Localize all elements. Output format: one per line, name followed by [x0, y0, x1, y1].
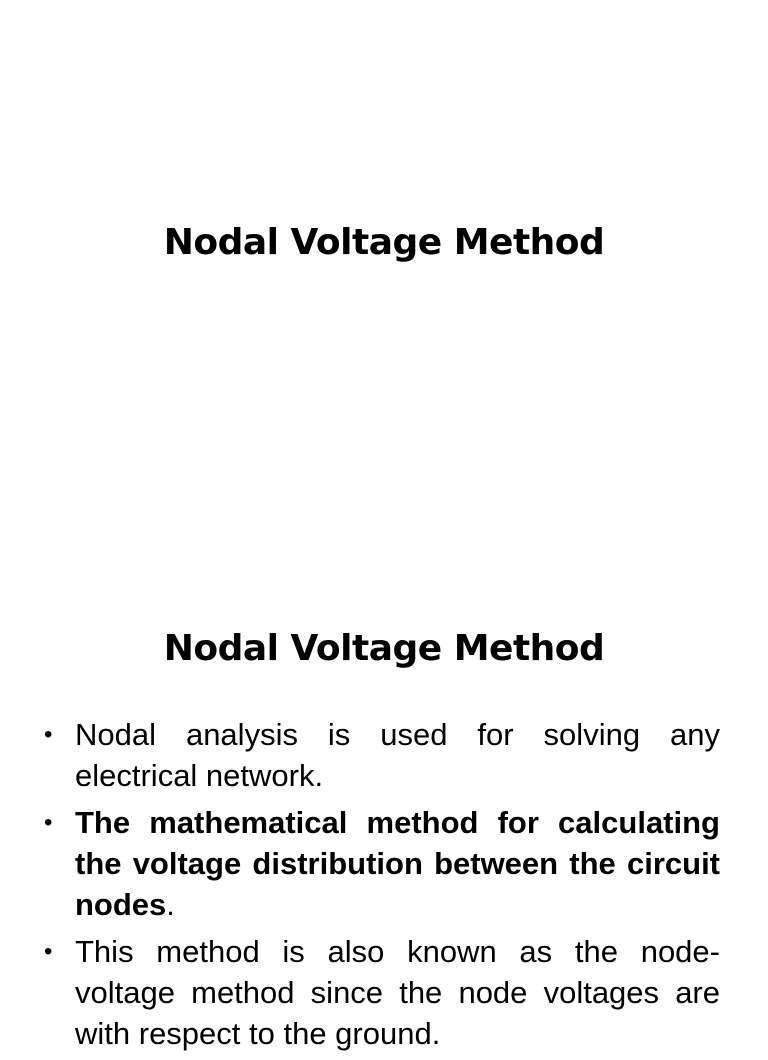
bullet-dot-icon: • — [44, 938, 53, 965]
bullet-list — [40, 714, 720, 1060]
bullet-dot-icon: • — [44, 721, 53, 748]
bullet-item — [40, 931, 720, 1054]
bullet-item — [40, 802, 720, 925]
bullet-text: This method is also known as the node-voltage method since the node voltages are with respect to the ground. — [75, 934, 720, 1051]
slide-2 — [0, 596, 768, 1051]
bullet-dot-icon: • — [44, 809, 53, 836]
slide-1-title: Nodal Voltage Method — [163, 222, 605, 263]
slide-2-title: Nodal Voltage Method — [163, 628, 605, 669]
bullet-text: Nodal analysis is used for solving any electrical network. — [75, 717, 720, 793]
bullet-item — [40, 714, 720, 796]
bullet-bold-text: The mathematical method for calculating the voltage distribution between the circuit nodes — [75, 805, 720, 922]
bullet-tail-text: . — [166, 887, 175, 922]
